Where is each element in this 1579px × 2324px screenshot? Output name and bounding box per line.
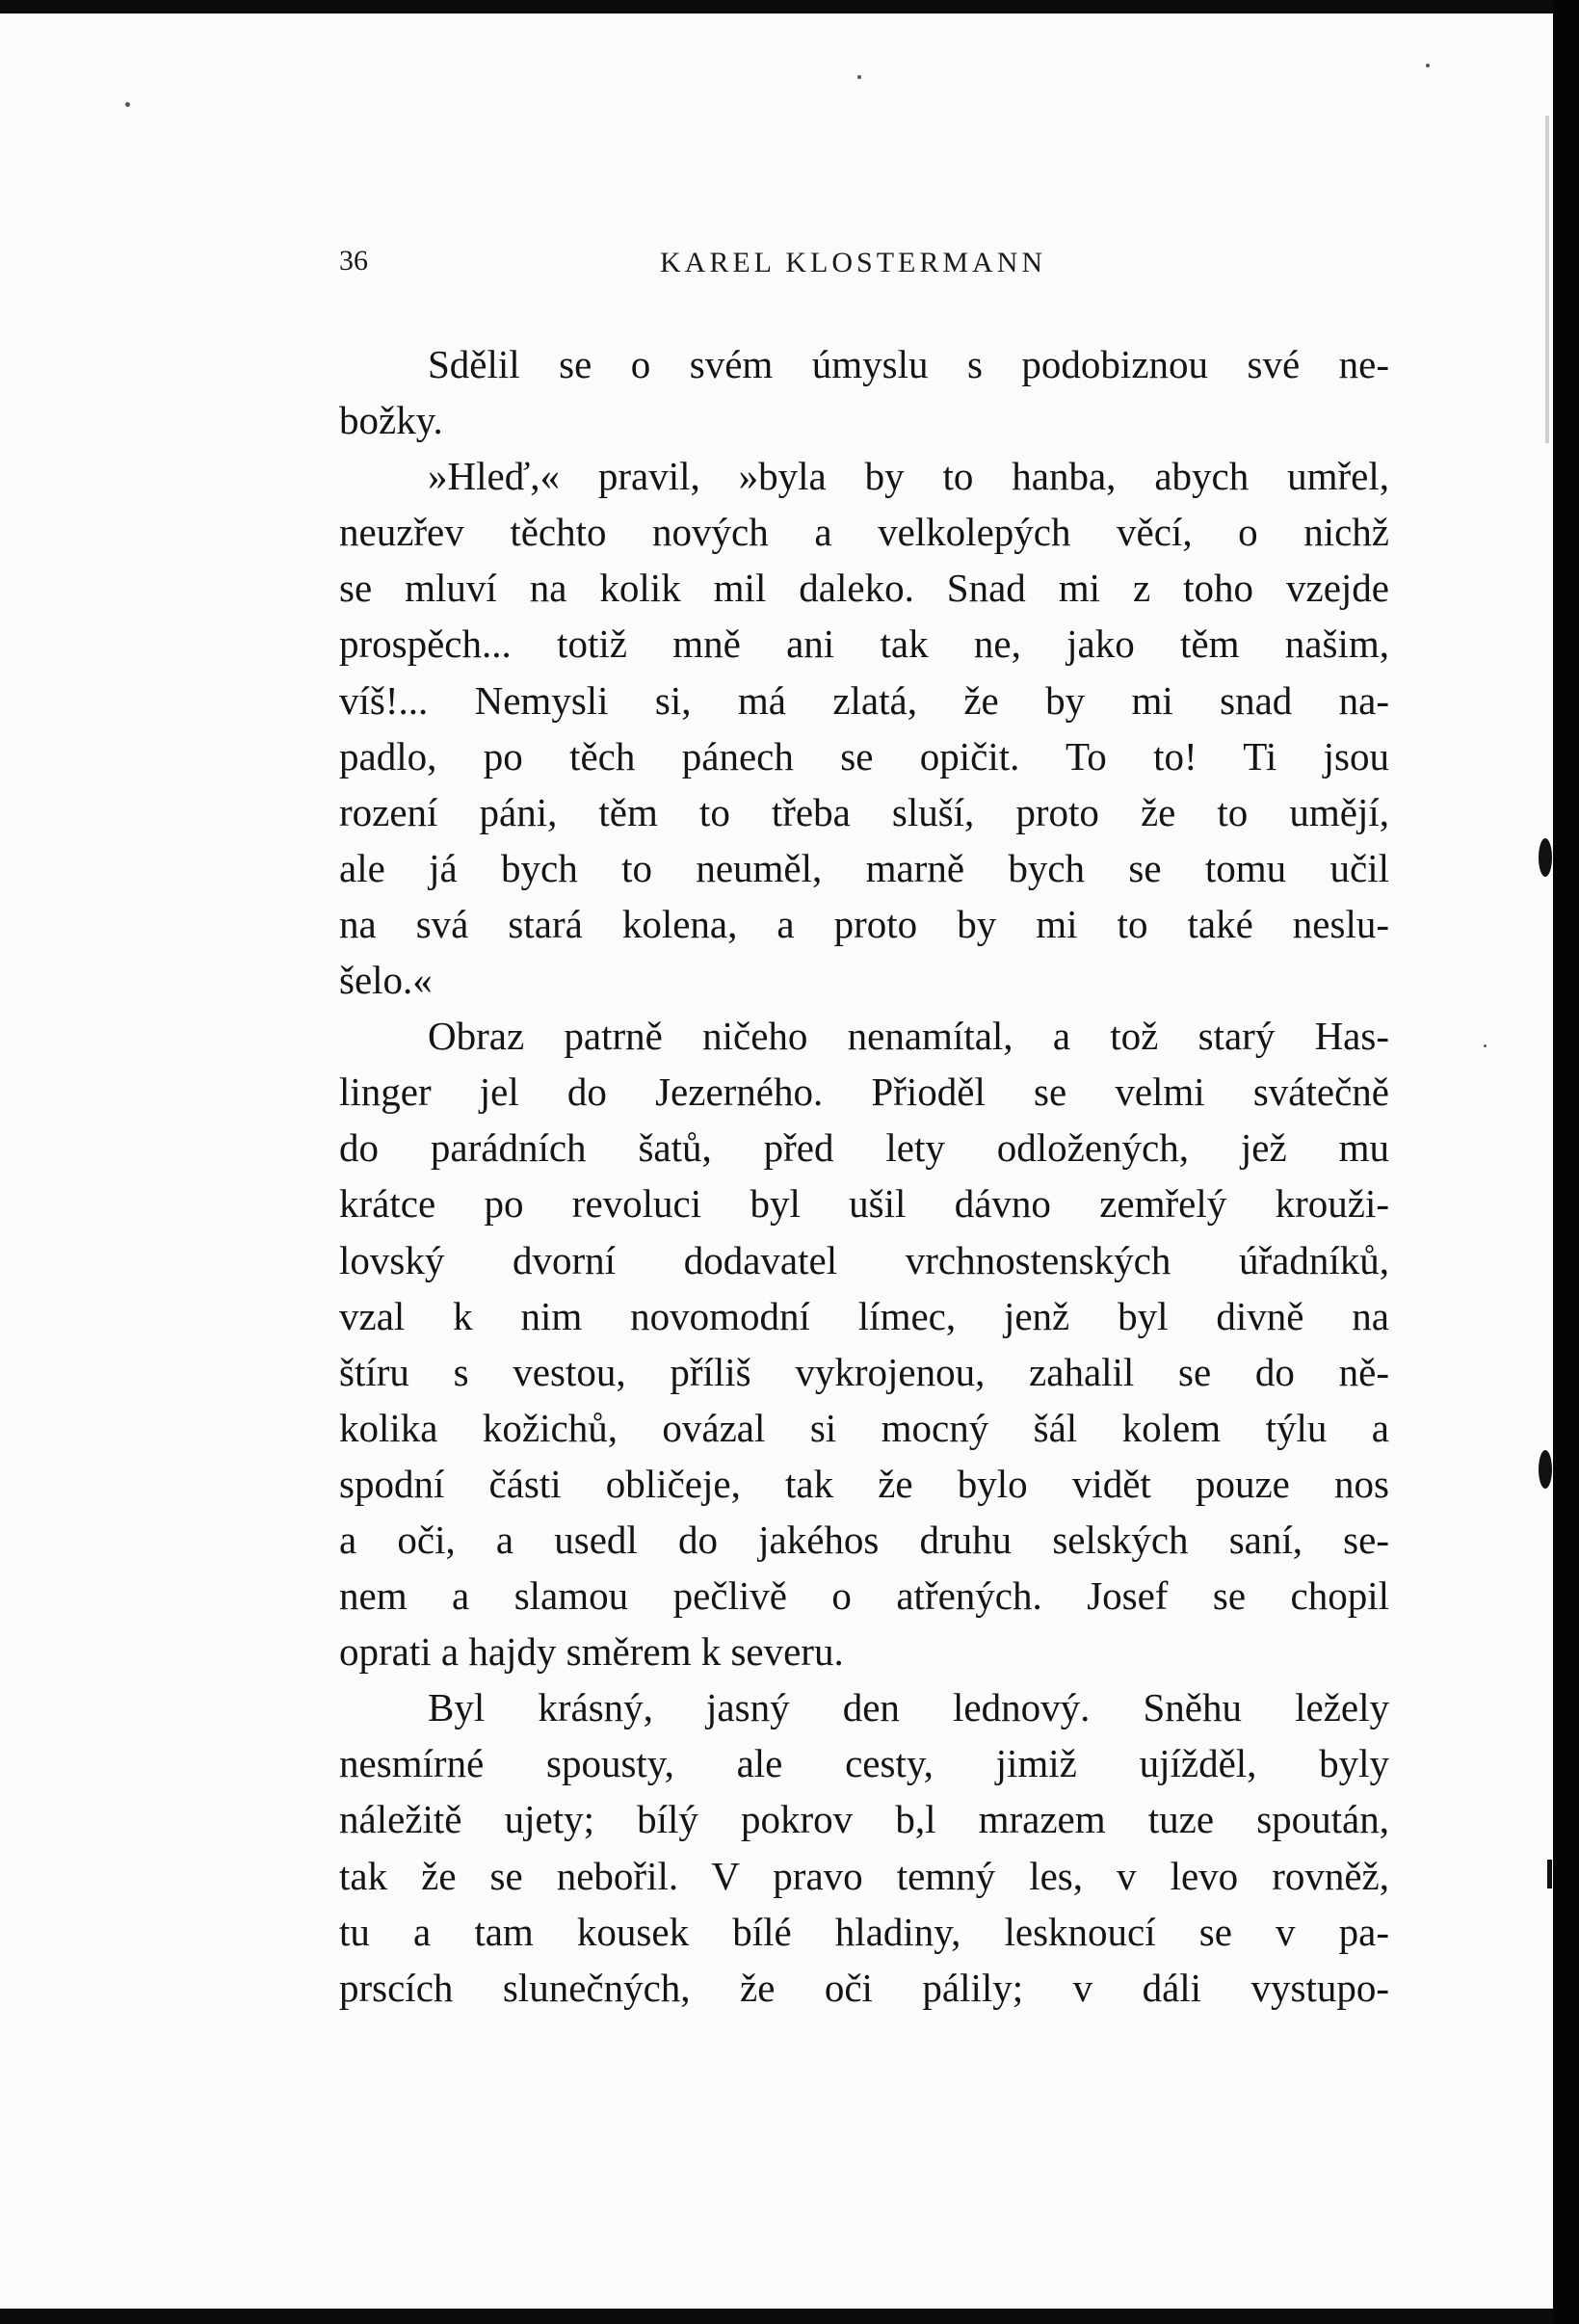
running-head: KAREL KLOSTERMANN — [660, 247, 1047, 278]
page-header — [0, 245, 1553, 293]
edge-mark — [1539, 838, 1552, 877]
page-number: 36 — [339, 245, 368, 277]
text-line: náležitě ujety; bílý pokrov b,l mrazem tuze spoután, — [339, 1797, 1389, 1842]
text-line: Obraz patrně ničeho nenamítal, a tož starý Has- — [428, 1014, 1389, 1059]
edge-mark — [1547, 1860, 1552, 1888]
text-line: ale já bych to neuměl, marně bych se tomu učil — [339, 845, 1389, 890]
text-line: nem a slamou pečlivě o atřených. Josef se chopil — [339, 1573, 1389, 1619]
text-line: víš!... Nemysli si, má zlatá, že by mi snad na- — [339, 677, 1389, 723]
text-line: lovský dvorní dodavatel vrchnostenských úřadníků, — [339, 1237, 1389, 1282]
text-line: krátce po revoluci byl ušil dávno zemřelý krouži- — [339, 1181, 1389, 1227]
text-line: prscích slunečných, že oči pálily; v dáli vystupo- — [339, 1965, 1389, 2010]
text-line: »Hleď,« pravil, »byla by to hanba, abych umřel, — [428, 454, 1389, 499]
text-line: se mluví na kolik mil daleko. Snad mi z toho vzejde — [339, 566, 1389, 611]
text-line: tu a tam kousek bílé hladiny, lesknoucí se v pa- — [339, 1909, 1389, 1954]
edge-mark — [1545, 116, 1549, 443]
text-line: na svá stará kolena, a proto by mi to také neslu- — [339, 901, 1389, 946]
text-line: do parádních šatů, před lety odložených, jež mu — [339, 1125, 1389, 1171]
text-line: božky. — [339, 398, 443, 443]
scan-speck — [857, 75, 861, 79]
text-line: vzal k nim novomodní límec, jenž byl divně na — [339, 1293, 1389, 1338]
text-line: neuzřev těchto nových a velkolepých věcí, o nichž — [339, 510, 1389, 555]
text-line: spodní části obličeje, tak že bylo vidět pouze nos — [339, 1461, 1389, 1506]
text-line: Sdělil se o svém úmyslu s podobiznou své ne- — [428, 342, 1389, 386]
text-line: rození páni, těm to třeba sluší, proto že to umějí, — [339, 789, 1389, 834]
scan-speck — [125, 102, 130, 107]
text-line: Byl krásný, jasný den lednový. Sněhu ležely — [428, 1685, 1389, 1730]
text-line: oprati a hajdy směrem k severu. — [339, 1629, 844, 1675]
text-line: šelo.« — [339, 958, 433, 1003]
text-line: tak že se nebořil. V pravo temný les, v levo rovněž, — [339, 1853, 1389, 1898]
text-line: kolika kožichů, ovázal si mocný šál kolem týlu a — [339, 1405, 1389, 1450]
text-line: a oči, a usedl do jakéhos druhu selských saní, se- — [339, 1517, 1389, 1562]
text-line: prospěch... totiž mně ani tak ne, jako těm našim, — [339, 621, 1389, 667]
text-line: linger jel do Jezerného. Přioděl se velmi svátečně — [339, 1070, 1389, 1115]
text-line: nesmírné spousty, ale cesty, jimiž ujížděl, byly — [339, 1741, 1389, 1786]
scan-speck — [1484, 1044, 1487, 1047]
text-line: štíru s vestou, příliš vykrojenou, zahalil se do ně- — [339, 1349, 1389, 1394]
edge-mark — [1539, 1450, 1552, 1489]
body-text — [339, 336, 1389, 2016]
book-page — [0, 13, 1556, 2309]
scan-speck — [1426, 64, 1430, 67]
page-edge — [1553, 0, 1579, 2324]
text-line: padlo, po těch pánech se opičit. To to! Ti jsou — [339, 733, 1389, 779]
